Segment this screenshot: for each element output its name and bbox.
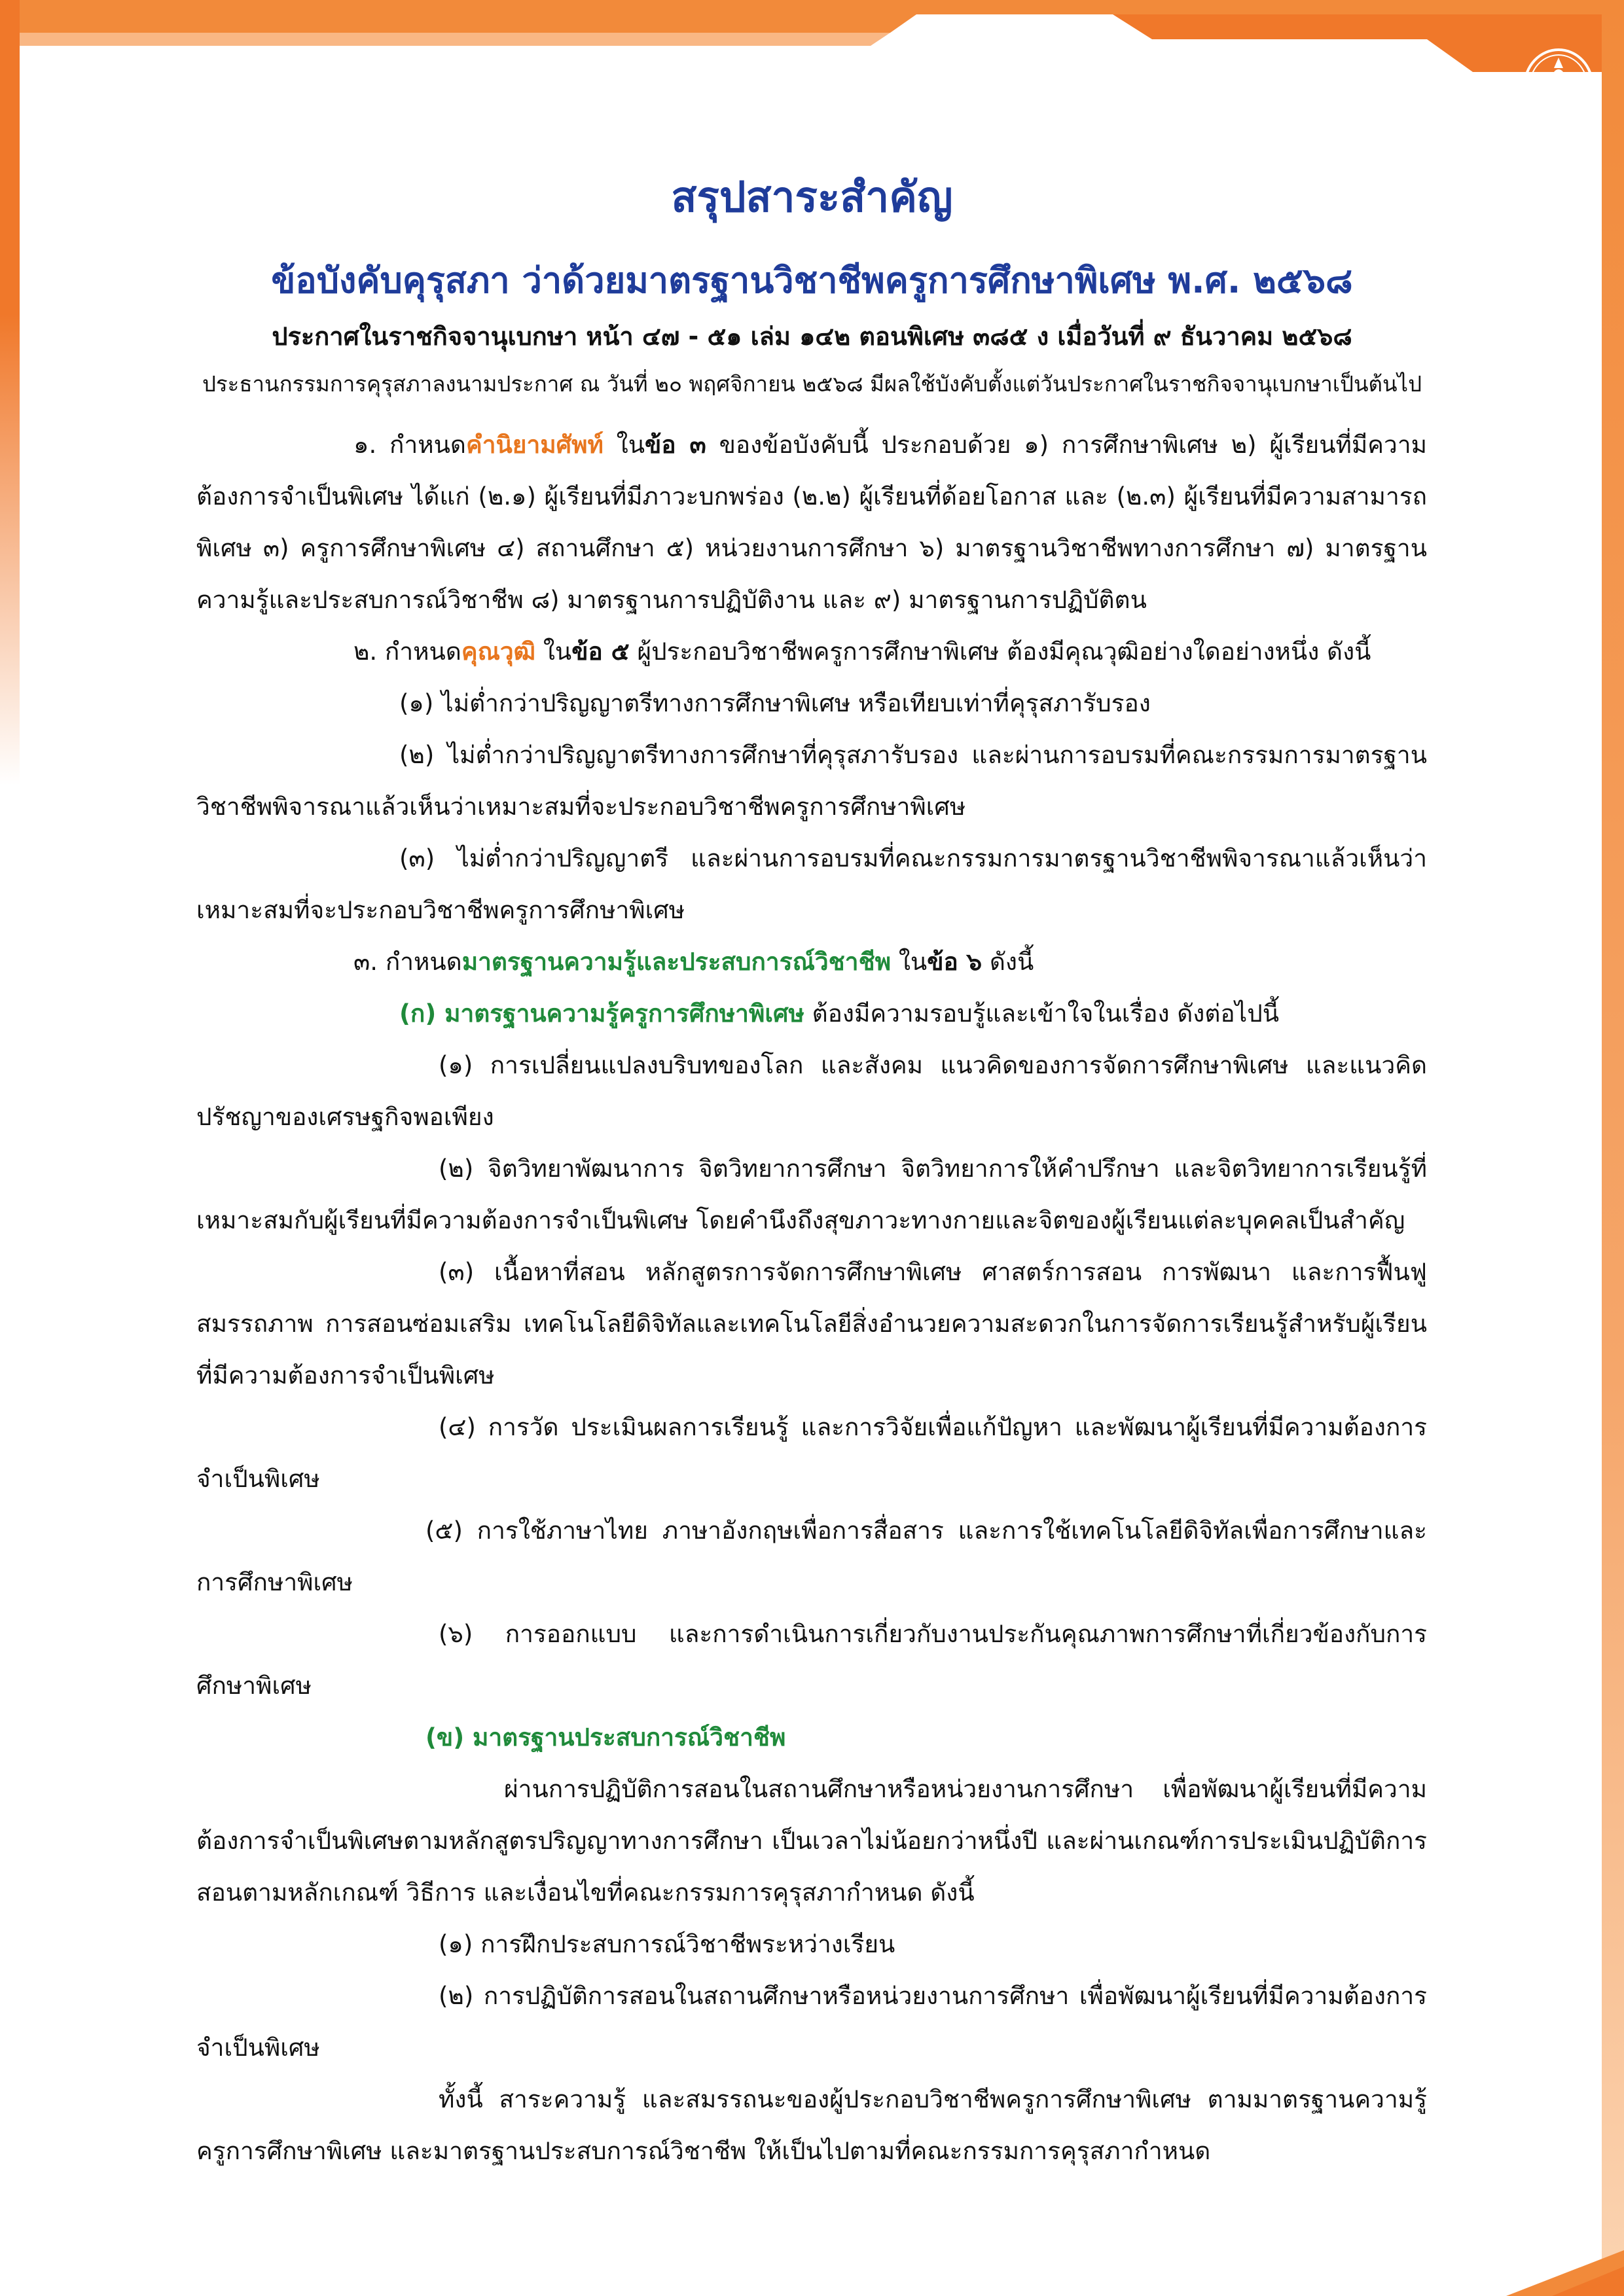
left-border-decoration [0,0,20,785]
document-body [196,419,1427,2177]
section-2-highlight: คุณวุฒิ [461,637,536,666]
subsection-b-intro: ผ่านการปฏิบัติการสอนในสถานศึกษาหรือหน่วยงานการศึกษา เพื่อพัฒนาผู้เรียนที่มีความต้องการจำเป็นพิเศษตามหลักสูตรปริญญาทางการศึกษา เป็นเวลาไม่น้อยกว่าหนึ่งปี และผ่านเกณฑ์การประเมินปฏิบัติการสอนตามหลักเกณฑ์ วิธีการ และเงื่อนไขที่คณะกรรมการคุรุสภากำหนด ดังนี้ [196,1775,1427,1907]
subsection-b [196,1712,1427,1763]
section-3-text: ดังนี้ [982,948,1034,976]
subsection-b-heading: (ข) มาตรฐานประสบการณ์วิชาชีพ [425,1723,786,1751]
section-1-mid: ใน [603,431,645,459]
section-3 [196,936,1427,988]
subsection-a [196,988,1427,1039]
subsection-a-heading: (ก) มาตรฐานความรู้ครูการศึกษาพิเศษ [399,999,804,1028]
section-2 [196,626,1427,677]
section-2-clause: ข้อ ๕ [571,637,630,666]
subsection-a-item: (๕) การใช้ภาษาไทย ภาษาอังกฤษเพื่อการสื่อสาร และการใช้เทคโนโลยีดิจิทัลเพื่อการศึกษาและการศึกษาพิเศษ [196,1516,1427,1596]
subsection-a-item: (๖) การออกแบบ และการดำเนินการเกี่ยวกับงานประกันคุณภาพการศึกษาที่เกี่ยวข้องกับการศึกษาพิเศษ [196,1620,1427,1700]
section-1-highlight: คำนิยามศัพท์ [465,431,604,459]
section-1-lead: ๑. กำหนด [353,431,466,459]
logo-text: คุรุสภา [1518,149,1598,179]
section-3-mid: ใน [891,948,928,976]
right-border-decoration [1602,0,1624,2296]
subsection-b-item: (๑) การฝึกประสบการณ์วิชาชีพระหว่างเรียน [439,1930,895,1958]
section-1-text: ของข้อบังคับนี้ ประกอบด้วย ๑) การศึกษาพิเศษ ๒) ผู้เรียนที่มีความต้องการจำเป็นพิเศษ ได้แก่ (๒.๑) ผู้เรียนที่มีภาวะบกพร่อง (๒.๒) ผู้เรียนที่ด้อยโอกาส และ (๒.๓) ผู้เรียนที่มีความสามารถพิเศษ ๓) ครูการศึกษาพิเศษ ๔) สถานศึกษา ๕) หน่วยงานการศึกษา ๖) มาตรฐานวิชาชีพทางการศึกษา ๗) มาตรฐานความรู้และประสบการณ์วิชาชีพ ๘) มาตรฐานการปฏิบัติงาน และ ๙) มาตรฐานการปฏิบัติตน [196,431,1427,614]
subsection-a-item: (๒) จิตวิทยาพัฒนาการ จิตวิทยาการศึกษา จิตวิทยาการให้คำปรึกษา และจิตวิทยาการเรียนรู้ที่เหมาะสมกับผู้เรียนที่มีความต้องการจำเป็นพิเศษ โดยคำนึงถึงสุขภาวะทางกายและจิตของผู้เรียนแต่ละบุคคลเป็นสำคัญ [196,1155,1427,1234]
section-2-mid: ใน [535,637,572,666]
subsection-a-item: (๑) การเปลี่ยนแปลงบริบทของโลก และสังคม แนวคิดของการจัดการศึกษาพิเศษ และแนวคิดปรัชญาของเศรษฐกิจพอเพียง [196,1051,1427,1131]
section-2-lead: ๒. กำหนด [353,637,461,666]
subsection-a-intro: ต้องมีความรอบรู้และเข้าใจในเรื่อง ดังต่อไปนี้ [804,999,1280,1028]
closing-paragraph: ทั้งนี้ สาระความรู้ และสมรรถนะของผู้ประกอบวิชาชีพครูการศึกษาพิเศษ ตามมาตรฐานความรู้ครูการศึกษาพิเศษ และมาตรฐานประสบการณ์วิชาชีพ ให้เป็นไปตามที่คณะกรรมการคุรุสภากำหนด [196,2085,1427,2165]
section-3-highlight: มาตรฐานความรู้และประสบการณ์วิชาชีพ [461,948,892,976]
section-1-clause: ข้อ ๓ [645,431,706,459]
section-1 [196,419,1427,626]
top-border-decoration [0,0,1624,72]
section-3-clause: ข้อ ๖ [927,948,983,976]
khurusapha-emblem-icon [1516,46,1601,141]
subsection-a-item: (๓) เนื้อหาที่สอน หลักสูตรการจัดการศึกษาพิเศษ ศาสตร์การสอน การพัฒนา และการฟื้นฟูสมรรถภาพ การสอนซ่อมเสริม เทคโนโลยีดิจิทัลและเทคโนโลยีสิ่งอำนวยความสะดวกในการจัดการเรียนรู้สำหรับผู้เรียนที่มีความต้องการจำเป็นพิเศษ [196,1258,1427,1390]
bottom-corner-decoration [1454,2250,1624,2296]
section-2-item: (๒) ไม่ต่ำกว่าปริญญาตรีทางการศึกษาที่คุรุสภารับรอง และผ่านการอบรมที่คณะกรรมการมาตรฐานวิชาชีพพิจารณาแล้วเห็นว่าเหมาะสมที่จะประกอบวิชาชีพครูการศึกษาพิเศษ [196,741,1427,821]
section-2-text: ผู้ประกอบวิชาชีพครูการศึกษาพิเศษ ต้องมีคุณวุฒิอย่างใดอย่างหนึ่ง ดังนี้ [629,637,1371,666]
section-2-item: (๑) ไม่ต่ำกว่าปริญญาตรีทางการศึกษาพิเศษ หรือเทียบเท่าที่คุรุสภารับรอง [399,689,1151,717]
gazette-reference: ประกาศในราชกิจจานุเบกษา หน้า ๔๗ - ๕๑ เล่ม ๑๔๒ ตอนพิเศษ ๓๘๕ ง เมื่อวันที่ ๙ ธันวาคม ๒๕๖๘ [272,322,1352,351]
subsection-b-item: (๒) การปฏิบัติการสอนในสถานศึกษาหรือหน่วยงานการศึกษา เพื่อพัฒนาผู้เรียนที่มีความต้องการจำเป็นพิเศษ [196,1982,1427,2062]
subsection-a-item: (๔) การวัด ประเมินผลการเรียนรู้ และการวิจัยเพื่อแก้ปัญหา และพัฒนาผู้เรียนที่มีความต้องการจำเป็นพิเศษ [196,1413,1427,1493]
page-title: สรุปสาระสำคัญ [671,173,953,222]
regulation-title: ข้อบังคับคุรุสภา ว่าด้วยมาตรฐานวิชาชีพครูการศึกษาพิเศษ พ.ศ. ๒๕๖๘ [271,260,1353,301]
section-2-item: (๓) ไม่ต่ำกว่าปริญญาตรี และผ่านการอบรมที่คณะกรรมการมาตรฐานวิชาชีพพิจารณาแล้วเห็นว่าเหมาะสมที่จะประกอบวิชาชีพครูการศึกษาพิเศษ [196,844,1427,924]
section-3-lead: ๓. กำหนด [353,948,462,976]
announcement-line: ประธานกรรมการคุรุสภาลงนามประกาศ ณ วันที่ ๒๐ พฤศจิกายน ๒๕๖๘ มีผลใช้บังคับตั้งแต่วันประกาศในราชกิจจานุเบกษาเป็นต้นไป [202,371,1422,397]
